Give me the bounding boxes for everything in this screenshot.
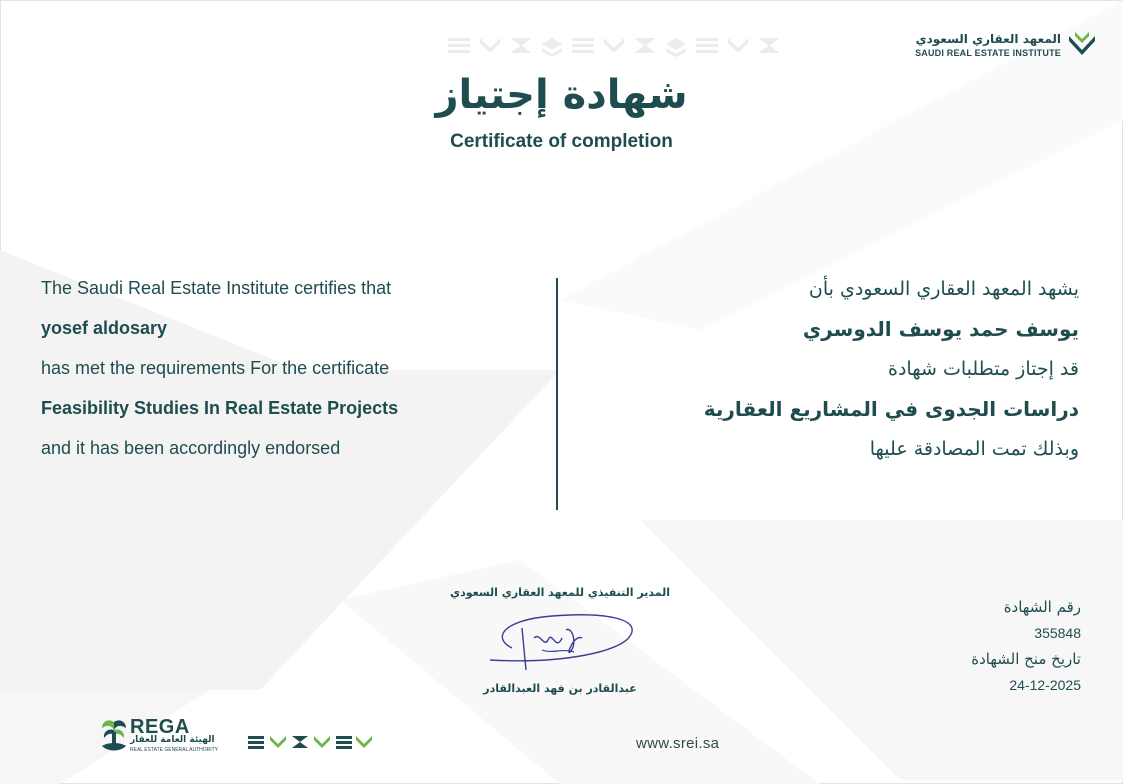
srei-chevron-logo-icon [1067,30,1097,60]
course-name-arabic: دراسات الجدوى في المشاريع العقارية [703,397,1079,421]
rega-name-arabic: الهيئة العامة للعقار [130,735,215,745]
arabic-endorsed: وبذلك تمت المصادقة عليها [869,438,1079,460]
english-statement [41,276,521,476]
rega-name: REGA [130,716,190,738]
signatory-name: عبدالقادر بن فهد العبدالقادر [483,682,637,695]
arabic-requirements: قد إجتاز متطلبات شهادة [888,358,1079,380]
rega-logo [100,716,240,756]
english-endorsed: and it has been accordingly endorsed [41,438,341,458]
rega-name-english: REAL ESTATE GENERAL AUTHORITY [130,747,219,753]
arabic-intro: يشهد المعهد العقاري السعودي بأن [808,278,1079,300]
recipient-name-english: yosef aldosary [41,318,168,338]
certificate-date-label: تاريخ منح الشهادة [971,650,1081,668]
certificate-title-english: Certificate of completion [450,131,673,152]
signature-image [482,608,642,678]
top-pattern-decoration [448,36,788,58]
arabic-statement [599,276,1079,476]
institute-name-arabic: المعهد العقاري السعودي [915,32,1061,46]
certificate-date: 24-12-2025 [1009,677,1081,693]
certificate-info [841,594,1081,698]
bottom-pattern-decoration [248,734,374,752]
english-intro: The Saudi Real Estate Institute certifies that [41,278,392,298]
certificate-title-arabic: شهادة إجتياز [435,72,688,118]
srei-logo [909,26,1109,66]
certificate-number-label: رقم الشهادة [1003,598,1081,616]
center-divider [556,278,558,510]
english-requirements: has met the requirements For the certificate [41,358,390,378]
website-link[interactable]: www.srei.sa [636,735,720,752]
rega-palm-icon [100,718,128,754]
institute-name-english: SAUDI REAL ESTATE INSTITUTE [915,48,1061,58]
certificate-number: 355848 [1034,625,1081,641]
signatory-title: المدير التنفيذي للمعهد العقاري السعودي [450,586,670,599]
course-name-english: Feasibility Studies In Real Estate Projects [41,398,399,418]
recipient-name-arabic: يوسف حمد يوسف الدوسري [802,317,1079,341]
